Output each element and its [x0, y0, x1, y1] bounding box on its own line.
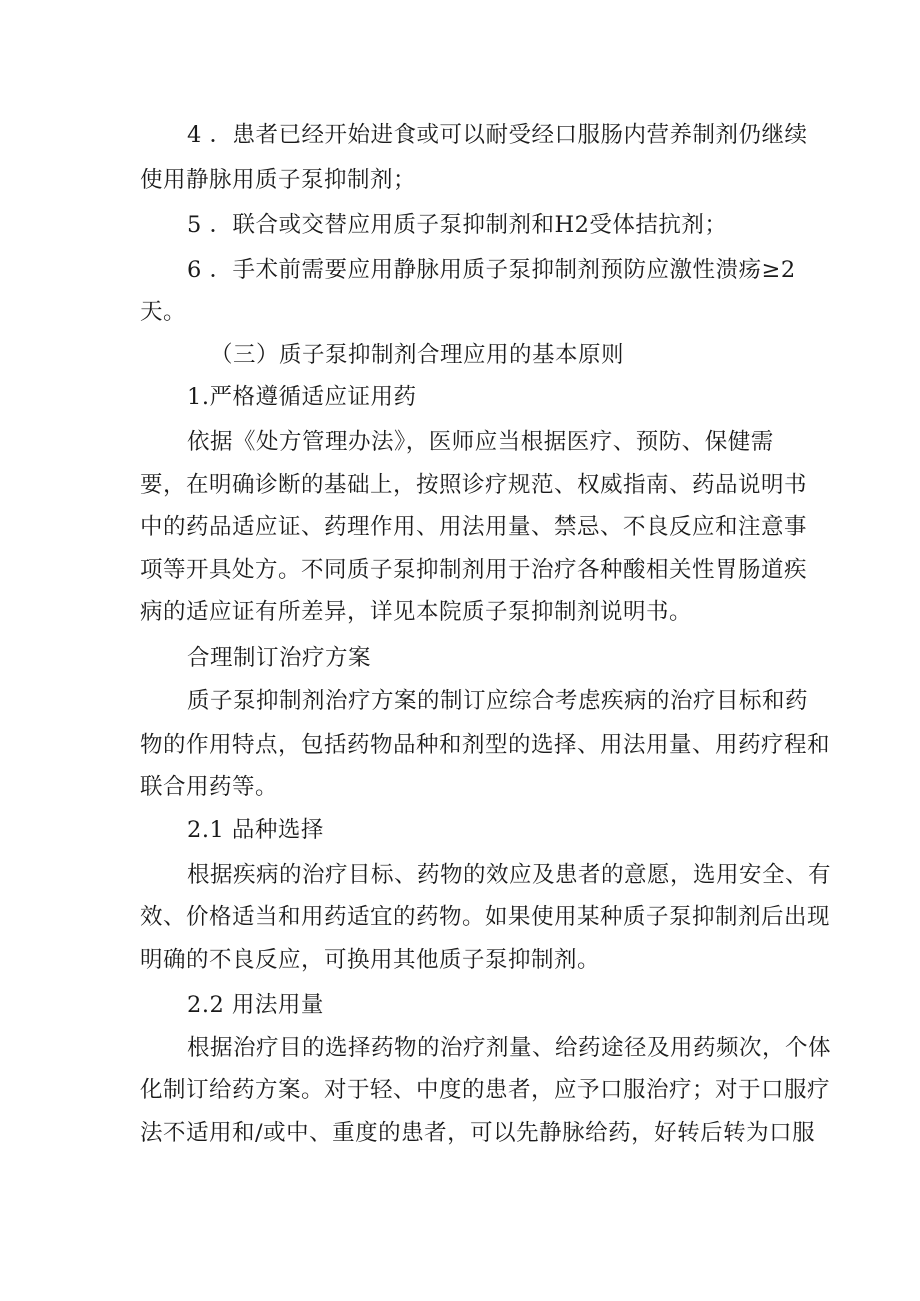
subsection-heading-1: 1.严格遵循适应证用药 — [187, 384, 417, 410]
subsection-heading-2: 合理制订治疗方案 — [187, 645, 372, 671]
section-heading: （三）质子泵抑制剂合理应用的基本原则 — [210, 342, 625, 368]
paragraph-line: 依据《处方管理办法》，医师应当根据医疗、预防、保健需 — [187, 429, 774, 455]
paragraph-line: 化制订给药方案。对于轻、中度的患者，应予口服治疗；对于口服疗 — [140, 1077, 831, 1103]
list-item-6: 6 ．手术前需要应用静脉用质子泵抑制剂预防应激性溃疡≥2 — [187, 257, 796, 283]
paragraph-line: 要，在明确诊断的基础上，按照诊疗规范、权威指南、药品说明书 — [140, 472, 808, 498]
paragraph-line: 物的作用特点，包括药物品种和剂型的选择、用法用量、用药疗程和 — [140, 732, 831, 758]
list-item-4-continuation: 使用静脉用质子泵抑制剂； — [140, 167, 417, 193]
list-item-6-continuation: 天。 — [140, 299, 187, 325]
paragraph-line: 病的适应证有所差异，详见本院质子泵抑制剂说明书。 — [140, 599, 693, 625]
list-item-4: 4 ．患者已经开始进食或可以耐受经口服肠内营养制剂仍继续 — [187, 122, 808, 148]
paragraph-line: 中的药品适应证、药理作用、用法用量、禁忌、不良反应和注意事 — [140, 514, 808, 540]
paragraph-line: 联合用药等。 — [140, 774, 279, 800]
paragraph-line: 质子泵抑制剂治疗方案的制订应综合考虑疾病的治疗目标和药 — [187, 688, 809, 714]
list-item-5: 5 ．联合或交替应用质子泵抑制剂和H2受体拮抗剂； — [187, 212, 728, 238]
paragraph-line: 根据治疗目的选择药物的治疗剂量、给药途径及用药频次，个体 — [187, 1035, 832, 1061]
paragraph-line: 明确的不良反应，可换用其他质子泵抑制剂。 — [140, 947, 601, 973]
paragraph-line: 法不适用和/或中、重度的患者，可以先静脉给药，好转后转为口服 — [140, 1120, 816, 1146]
paragraph-line: 根据疾病的治疗目标、药物的效应及患者的意愿，选用安全、有 — [187, 862, 832, 888]
paragraph-line: 项等开具处方。不同质子泵抑制剂用于治疗各种酸相关性胃肠道疾 — [140, 557, 808, 583]
paragraph-line: 效、价格适当和用药适宜的药物。如果使用某种质子泵抑制剂后出现 — [140, 904, 831, 930]
subsection-heading-2-2: 2.2 用法用量 — [187, 992, 324, 1018]
subsection-heading-2-1: 2.1 品种选择 — [187, 817, 324, 843]
